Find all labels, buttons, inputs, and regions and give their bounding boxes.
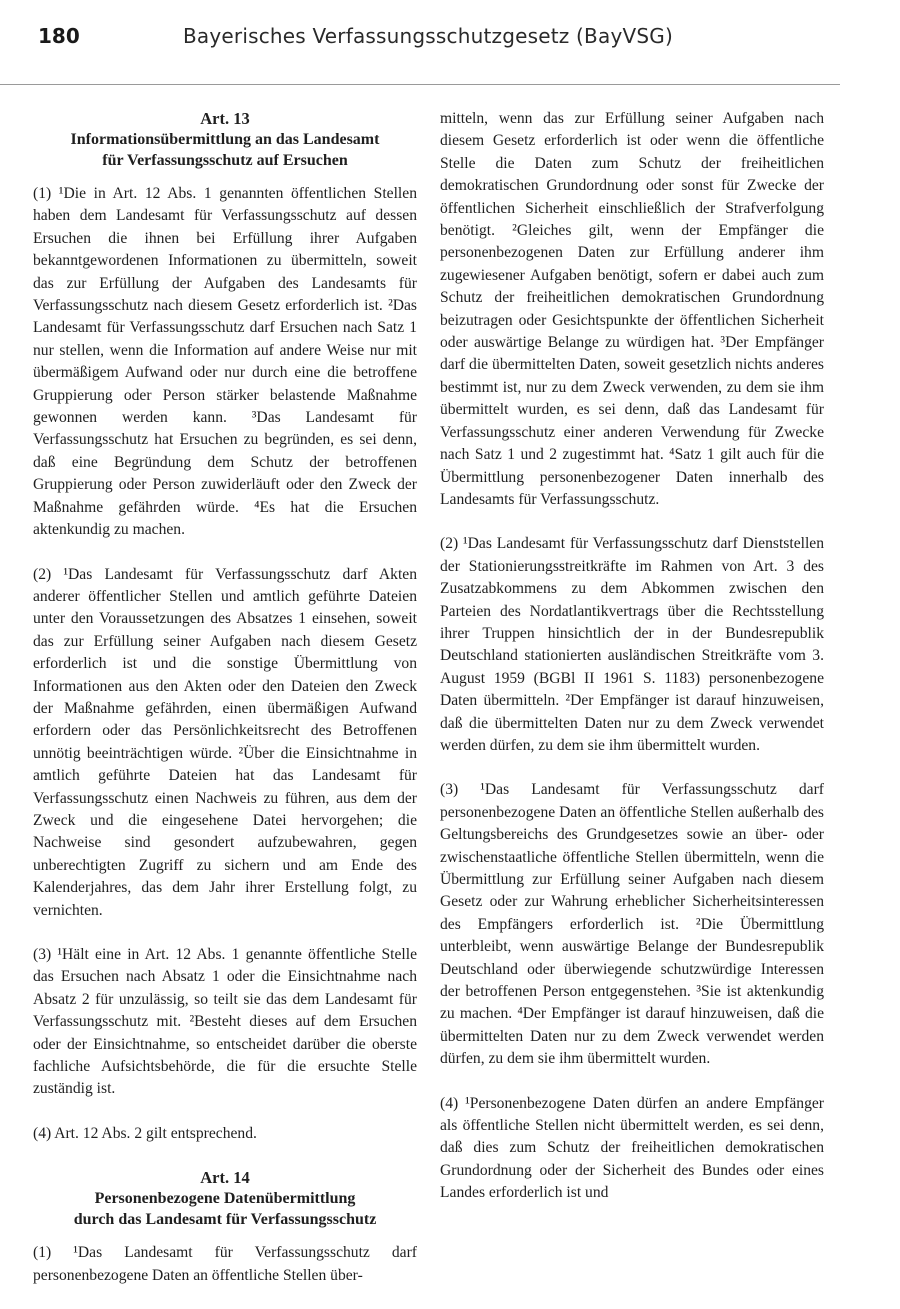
article-14-paragraph-3: (3) ¹Das Landesamt für Verfassungsschutz darf personenbezogene Daten an öffentliche Stellen außerhalb des Geltungsbereichs des Grundgesetzes sowie an über- oder zwischenstaatliche öffentliche Stellen übermitteln, wenn die Übermittlung zur Erfüllung seiner Aufgaben nach diesem Gesetz oder zur Wahrung erheblicher Sicherheitsinteressen des Empfängers erforderlich ist. ²Die Übermittlung unterbleibt, wenn auswärtige Belange der Bundesrepublik Deutschland oder überwiegende schutzwürdige Interessen der betroffenen Person entgegenstehen. ³Sie ist aktenkundig zu machen. ⁴Der Empfänger ist darauf hinzuweisen, daß die übermittelten Daten nur zu dem Zweck verwendet werden dürfen, zu dem sie ihm übermittelt wurden. bbox=[440, 781, 824, 1068]
article-13-paragraph-2: (2) ¹Das Landesamt für Verfassungsschutz darf Akten anderer öffentlicher Stellen und amtlich geführte Dateien unter den Voraussetzungen des Absatzes 1 einsehen, soweit das zur Erfüllung seiner Aufgaben nach diesem Gesetz erforderlich ist und die sonstige Übermittlung von Informationen aus den Akten oder den Dateien den Zweck der Maßnahme gefährden, einen übermäßigen Aufwand erfordern oder das Persönlichkeitsrecht des Betroffenen unnötig beeinträchtigen würde. ²Über die Einsichtnahme in amtlich geführte Dateien hat das Landesamt für Verfassungsschutz einen Nachweis zu führen, aus dem der Zweck und die eingesehene Datei hervorgehen; die Nachweise sind gesondert aufzubewahren, gegen unberechtigten Zugriff zu sichern und am Ende des Kalenderjahres, das dem Jahr ihrer Erstellung folgt, zu vernichten. bbox=[33, 565, 417, 919]
article-13-heading bbox=[33, 108, 417, 171]
right-column bbox=[440, 108, 824, 1227]
page-number: 180 bbox=[38, 24, 80, 48]
left-column bbox=[33, 108, 417, 1309]
article-14-heading bbox=[33, 1167, 417, 1230]
article-13-number: Art. 13 bbox=[200, 109, 250, 128]
article-14-paragraph-1-continued: mitteln, wenn das zur Erfüllung seiner Aufgaben nach diesem Gesetz erforderlich ist oder wenn die öffentliche Stelle die Daten zum Schutz der freiheitlichen demokratischen Grundordnung oder sonst für Zwecke der öffentlichen Sicherheit einschließlich der Strafverfolgung benötigt. ²Gleiches gilt, wenn der Empfänger die personenbezogenen Daten zur Erfüllung anderer ihm zugewiesener Aufgaben benötigt, sofern er dabei auch zum Schutz der freiheitlichen demokratischen Grundordnung beizutragen oder Gesichtspunkte der öffentlichen Sicherheit oder auswärtige Belange zu würdigen hat. ³Der Empfänger darf die übermittelten Daten, soweit gesetzlich nichts anderes bestimmt ist, nur zu dem Zweck verwenden, zu dem sie ihm übermittelt wurden, es sei denn, daß das Landesamt für Verfassungsschutz einer anderen Verwendung für Zwecke nach Satz 1 und 2 zugestimmt hat. ⁴Satz 1 gilt auch für die Übermittlung personenbezogener Daten innerhalb des Landesamts für Verfassungsschutz. bbox=[440, 110, 824, 508]
article-13-paragraph-1: (1) ¹Die in Art. 12 Abs. 1 genannten öffentlichen Stellen haben dem Landesamt für Verfassungsschutz auf dessen Ersuchen die ihnen bei Erfüllung ihrer Aufgaben bekanntgewordenen Informationen zu übermitteln, soweit das zur Erfüllung der Aufgaben des Landesamts für Verfassungsschutz nach diesem Gesetz erforderlich ist. ²Das Landesamt für Verfassungsschutz darf Ersuchen nach Satz 1 nur stellen, wenn die Information auf andere Weise nur mit übermäßigem Aufwand oder nur durch eine die betroffene Gruppierung oder Person stärker belastende Maßnahme gewonnen werden kann. ³Das Landesamt für Verfassungsschutz hat Ersuchen zu begründen, es sei denn, daß eine Begründung dem Schutz der betroffenen Gruppierung oder Person zuwiderläuft oder den Zweck der Maßnahme gefährden würde. ⁴Es hat die Ersuchen aktenkundig zu machen. bbox=[33, 185, 417, 539]
header-divider bbox=[0, 84, 840, 85]
article-14-paragraph-2: (2) ¹Das Landesamt für Verfassungsschutz darf Dienststellen der Stationierungsstreitkräfte im Rahmen von Art. 3 des Zusatzabkommens zu dem Abkommen zwischen den Parteien des Nordatlantikvertrags über die Rechtsstellung ihrer Truppen hinsichtlich der in der Bundesrepublik Deutschland stationierten ausländischen Streitkräfte vom 3. August 1959 (BGBl II 1961 S. 1183) personenbezogene Daten übermitteln. ²Der Empfänger ist darauf hinzuweisen, daß die übermittelten Daten nur zu dem Zweck verwendet werden dürfen, zu dem sie ihm übermittelt wurden. bbox=[440, 535, 824, 754]
article-13-title-line-2: für Verfassungsschutz auf Ersuchen bbox=[102, 152, 348, 169]
article-14-title-line-1: Personenbezogene Datenübermittlung bbox=[94, 1190, 356, 1208]
article-14-number: Art. 14 bbox=[200, 1168, 250, 1188]
article-13-title-line-1: Informationsübermittlung an das Landesamt bbox=[70, 131, 380, 148]
running-title: Bayerisches Verfassungsschutzgesetz (BayVSG) bbox=[183, 24, 673, 48]
page-header bbox=[0, 24, 900, 64]
article-14-paragraph-1-start: (1) ¹Das Landesamt für Verfassungsschutz darf personenbezogene Daten an öffentliche Stellen über- bbox=[33, 1244, 417, 1284]
article-13-paragraph-4: (4) Art. 12 Abs. 2 gilt entsprechend. bbox=[33, 1124, 257, 1142]
article-13-paragraph-3: (3) ¹Hält eine in Art. 12 Abs. 1 genannte öffentliche Stelle das Ersuchen nach Absatz 1 oder die Einsichtnahme nach Absatz 2 für unzulässig, so teilt sie das dem Landesamt für Verfassungsschutz mit. ²Besteht dieses auf dem Ersuchen oder der Einsichtnahme, so entscheidet darüber die oberste fachliche Aufsichtsbehörde, die für die ersuchte Stelle zuständig ist. bbox=[33, 946, 417, 1098]
article-14-paragraph-4-start: (4) ¹Personenbezogene Daten dürfen an andere Empfänger als öffentliche Stellen nicht übermittelt werden, es sei denn, daß dies zum Schutz der freiheitlichen demokratischen Grundordnung oder der Sicherheit des Bundes oder eines Landes erforderlich ist und bbox=[440, 1094, 824, 1202]
article-14-title-line-2: durch das Landesamt für Verfassungsschutz bbox=[73, 1211, 377, 1229]
